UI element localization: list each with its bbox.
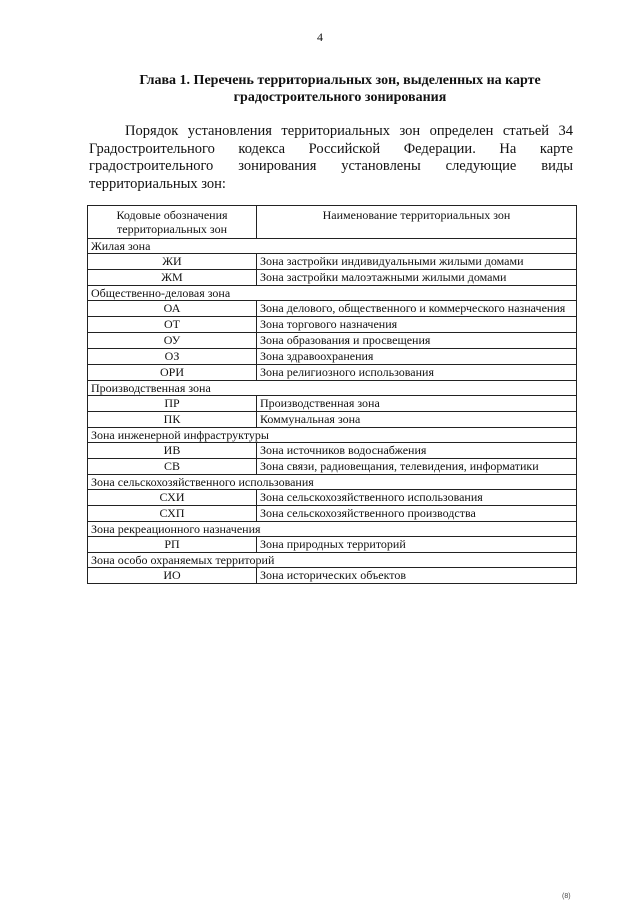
zone-code: ПР	[88, 396, 257, 412]
table-row	[88, 506, 577, 522]
table-row	[88, 490, 577, 506]
zone-code: ОЗ	[88, 349, 257, 365]
zone-code: ЖМ	[88, 270, 257, 286]
zone-code: ОА	[88, 301, 257, 317]
table-row	[88, 349, 577, 365]
header-code: Кодовые обозначения территориальных зон	[88, 206, 257, 239]
zones-table	[87, 205, 577, 584]
zone-name: Зона делового, общественного и коммерческого назначения	[257, 301, 577, 317]
zone-name: Зона сельскохозяйственного использования	[257, 490, 577, 506]
table-row	[88, 396, 577, 412]
zone-name: Коммунальная зона	[257, 412, 577, 428]
table-row	[88, 254, 577, 270]
group-title: Жилая зона	[88, 239, 577, 254]
zone-name: Зона религиозного использования	[257, 365, 577, 381]
zone-name: Зона застройки малоэтажными жилыми домами	[257, 270, 577, 286]
zone-code: ИО	[88, 568, 257, 584]
group-title: Производственная зона	[88, 381, 577, 396]
group-row	[88, 522, 577, 537]
table-row	[88, 270, 577, 286]
group-title: Зона инженерной инфраструктуры	[88, 428, 577, 443]
table-row	[88, 333, 577, 349]
table-row	[88, 317, 577, 333]
zone-code: СХП	[88, 506, 257, 522]
group-title: Зона особо охраняемых территорий	[88, 553, 577, 568]
zone-code: ОРИ	[88, 365, 257, 381]
zone-code: ОУ	[88, 333, 257, 349]
intro-paragraph: Порядок установления территориальных зон определен статьей 34 Градостроительного кодекса Российской Федерации. На карте градостроительного зонирования установлены следующие виды территориальных зон:	[89, 123, 573, 192]
zone-code: ОТ	[88, 317, 257, 333]
zone-name: Зона застройки индивидуальными жилыми домами	[257, 254, 577, 270]
table-row	[88, 301, 577, 317]
table-row	[88, 443, 577, 459]
header-name: Наименование территориальных зон	[257, 206, 577, 239]
group-row	[88, 381, 577, 396]
zone-name: Зона источников водоснабжения	[257, 443, 577, 459]
zone-name: Зона исторических объектов	[257, 568, 577, 584]
table-row	[88, 365, 577, 381]
group-row	[88, 428, 577, 443]
zone-code: СВ	[88, 459, 257, 475]
zone-code: ЖИ	[88, 254, 257, 270]
table-row	[88, 412, 577, 428]
zone-code: ИВ	[88, 443, 257, 459]
zone-name: Зона здравоохранения	[257, 349, 577, 365]
zone-code: СХИ	[88, 490, 257, 506]
group-row	[88, 239, 577, 254]
group-title: Общественно-деловая зона	[88, 286, 577, 301]
group-row	[88, 475, 577, 490]
zone-name: Зона связи, радиовещания, телевидения, информатики	[257, 459, 577, 475]
zones-table-body	[88, 239, 577, 584]
chapter-title: Глава 1. Перечень территориальных зон, выделенных на карте градостроительного зонирования	[139, 73, 541, 105]
table-row	[88, 537, 577, 553]
table-header-row	[88, 206, 577, 239]
zone-name: Зона торгового назначения	[257, 317, 577, 333]
zone-name: Зона образования и просвещения	[257, 333, 577, 349]
table-row	[88, 568, 577, 584]
zone-name: Зона сельскохозяйственного производства	[257, 506, 577, 522]
footer-mark: (8)	[562, 893, 571, 900]
table-row	[88, 459, 577, 475]
group-title: Зона рекреационного назначения	[88, 522, 577, 537]
group-title: Зона сельскохозяйственного использования	[88, 475, 577, 490]
zone-name: Зона природных территорий	[257, 537, 577, 553]
page-number: 4	[317, 30, 323, 44]
group-row	[88, 286, 577, 301]
group-row	[88, 553, 577, 568]
zone-name: Производственная зона	[257, 396, 577, 412]
zone-code: ПК	[88, 412, 257, 428]
zone-code: РП	[88, 537, 257, 553]
